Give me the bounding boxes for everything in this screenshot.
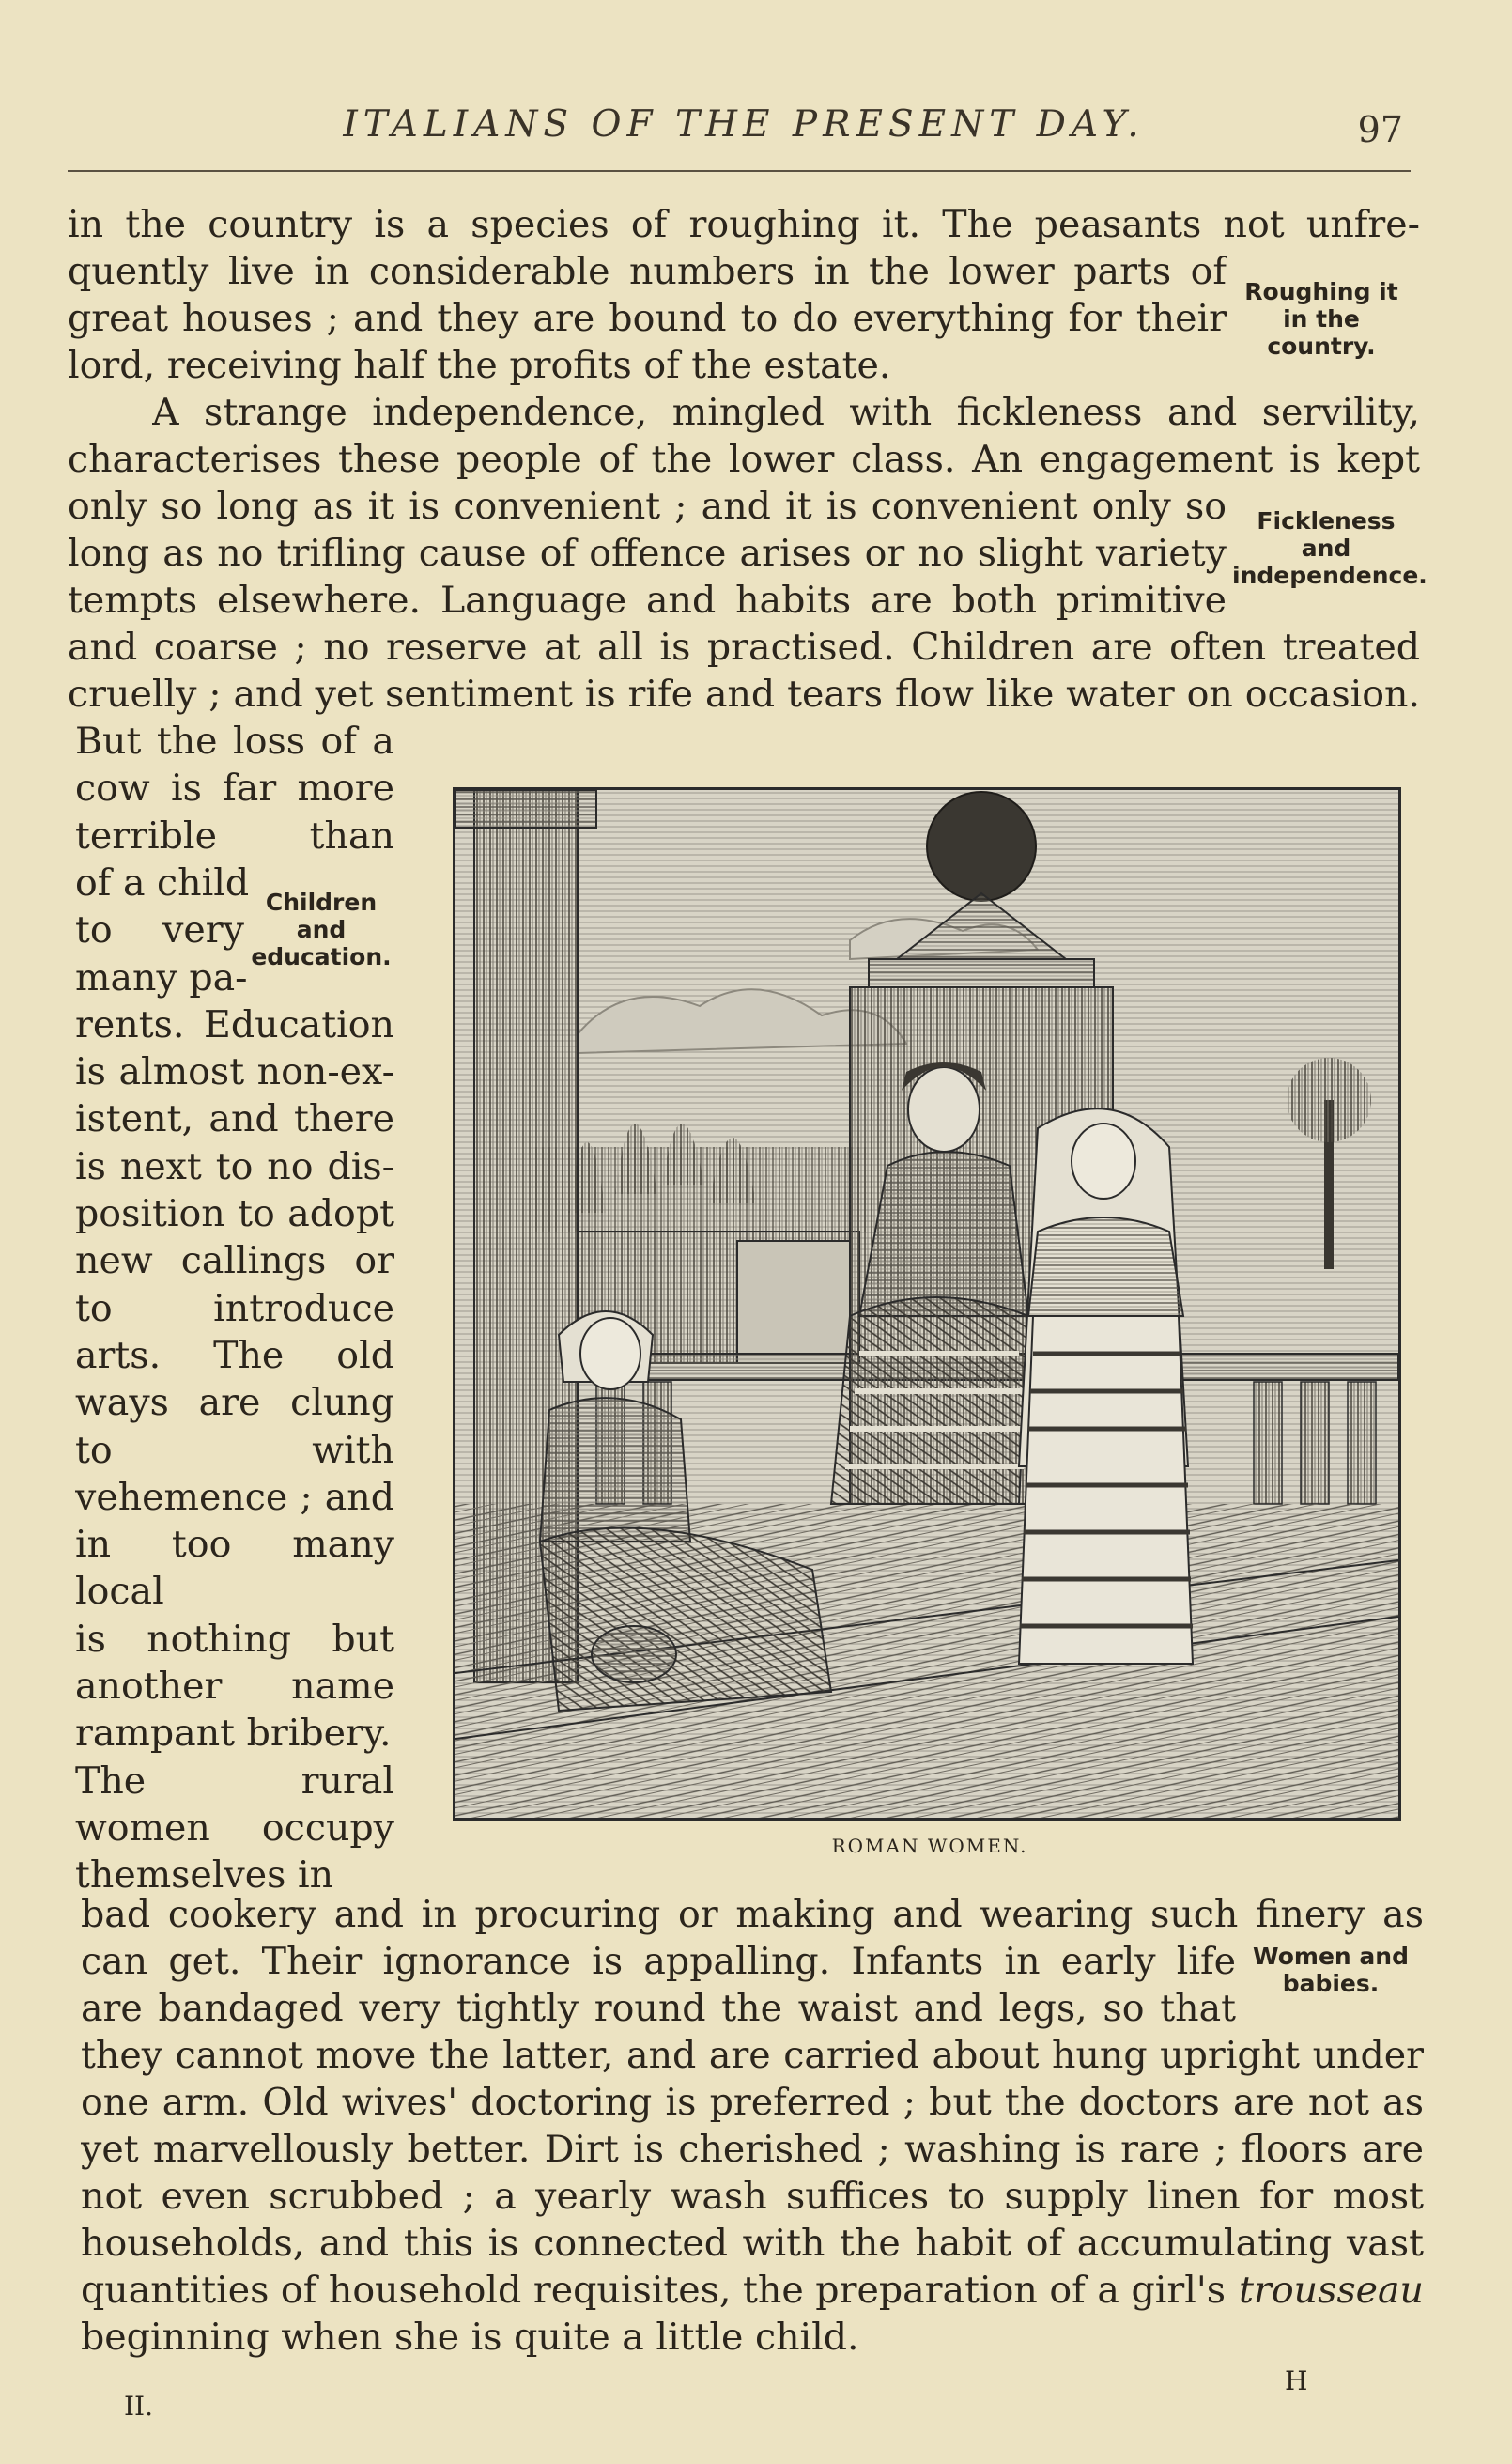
running-head xyxy=(68,103,1420,162)
narrow-column-line: cow is far more xyxy=(75,767,394,811)
figure-caption: ROMAN WOMEN. xyxy=(831,1835,1028,1857)
text-line-part: quantities of household requisites, the preparation of a girl's xyxy=(81,2269,1227,2312)
text-line: bad cookery and in procuring or making and wearing such finery as xyxy=(81,1893,1424,1936)
narrow-column-line: new callings or xyxy=(75,1239,394,1283)
narrow-column-line: istent, and there xyxy=(75,1097,394,1141)
sidenote-line: and xyxy=(1301,535,1351,562)
narrow-column-line: vehemence ; and xyxy=(75,1475,394,1519)
sidenote-line: country. xyxy=(1267,333,1376,360)
figure-woman-right xyxy=(1019,1108,1193,1664)
page-number: 97 xyxy=(1357,109,1403,150)
narrow-column-line: women occupy xyxy=(75,1805,394,1850)
sidenote-line: Children xyxy=(265,889,378,916)
narrow-column-line: another name xyxy=(75,1665,394,1708)
sidenote-fickleness xyxy=(1232,507,1427,589)
sidenote-line: independence. xyxy=(1232,562,1427,589)
narrow-column-line: is almost non-ex- xyxy=(75,1050,394,1094)
narrow-column-line: is nothing but xyxy=(75,1617,394,1661)
narrow-column-line: themselves in xyxy=(75,1853,334,1898)
narrow-column-line: many pa- xyxy=(75,955,248,1000)
text-line: tempts elsewhere. Language and habits are both primitive xyxy=(68,579,1227,622)
text-line xyxy=(81,2267,1424,2314)
text-line: one arm. Old wives' doctoring is preferred ; but the doctors are not as xyxy=(81,2081,1424,2124)
text-line: only so long as it is convenient ; and it is convenient only so xyxy=(68,485,1227,528)
sidenote-line: education. xyxy=(251,943,392,970)
text-line: not even scrubbed ; a yearly wash suffices to supply linen for most xyxy=(81,2175,1424,2218)
text-line: they cannot move the latter, and are carried about hung upright under xyxy=(81,2034,1424,2077)
engraving-illustration xyxy=(455,790,1398,1818)
sidenote-women xyxy=(1242,1943,1420,1997)
text-line: lord, receiving half the profits of the estate. xyxy=(68,344,891,387)
narrow-column-line: But the loss of a xyxy=(75,720,394,763)
text-line: quently live in considerable numbers in the lower parts of xyxy=(68,250,1227,293)
text-line: cruelly ; and yet sentiment is rife and tears flow like water on occasion. xyxy=(68,673,1420,716)
sidenote-line: babies. xyxy=(1282,1970,1380,1997)
text-line: yet marvellously better. Dirt is cherished ; washing is rare ; floors are xyxy=(81,2128,1424,2171)
narrow-column-line: position to adopt xyxy=(75,1192,394,1235)
narrow-column-line: of a child xyxy=(75,860,250,905)
narrow-column-line: to introduce xyxy=(75,1286,394,1330)
engraving-roman-women xyxy=(453,787,1401,1821)
text-line: and coarse ; no reserve at all is practised. Children are often treated xyxy=(68,626,1420,669)
sidenote-line: Fickleness xyxy=(1257,507,1396,535)
narrow-column-line: The rural xyxy=(75,1759,394,1803)
header-rule xyxy=(68,170,1411,172)
text-line: households, and this is connected with the habit of accumulating vast xyxy=(81,2222,1424,2265)
narrow-column-line: terrible than xyxy=(75,814,394,858)
italic-word: trousseau xyxy=(1239,2269,1424,2312)
narrow-column-line: to very xyxy=(75,908,244,953)
narrow-column-line: to with xyxy=(75,1428,394,1472)
sidenote-line: Roughing it xyxy=(1244,278,1398,305)
text-line: long as no trifling cause of offence arises or no slight variety xyxy=(68,532,1227,575)
volume-mark: II. xyxy=(124,2391,154,2422)
sidenote-line: Women and xyxy=(1253,1943,1409,1970)
narrow-column-line: in too many xyxy=(75,1523,394,1567)
sidenote-line: in the xyxy=(1283,305,1360,333)
narrow-column-line: local xyxy=(75,1570,164,1614)
text-line: can get. Their ignorance is appalling. Infants in early life xyxy=(81,1940,1236,1983)
narrow-column-line: rents. Education xyxy=(75,1002,394,1046)
text-line: A strange independence, mingled with fickleness and servility, xyxy=(152,391,1420,434)
running-title: ITALIANS OF THE PRESENT DAY. xyxy=(343,103,1145,146)
narrow-column-line: arts. The old xyxy=(75,1333,394,1377)
signature-mark: H xyxy=(1285,2365,1308,2396)
text-line: great houses ; and they are bound to do everything for their xyxy=(68,297,1227,340)
sidenote-line: and xyxy=(296,916,347,943)
sidenote-roughing xyxy=(1232,278,1411,360)
text-line: in the country is a species of roughing it. The peasants not unfre- xyxy=(68,203,1420,246)
text-line: characterises these people of the lower class. An engagement is kept xyxy=(68,438,1420,481)
sidenote-children xyxy=(246,889,396,970)
narrow-column-line: ways are clung xyxy=(75,1381,394,1425)
narrow-column-line: rampant bribery. xyxy=(75,1712,392,1756)
text-line: beginning when she is quite a little child. xyxy=(81,2316,859,2359)
text-line: are bandaged very tightly round the waist and legs, so that xyxy=(81,1987,1236,2030)
narrow-column-line: is next to no dis- xyxy=(75,1144,394,1188)
